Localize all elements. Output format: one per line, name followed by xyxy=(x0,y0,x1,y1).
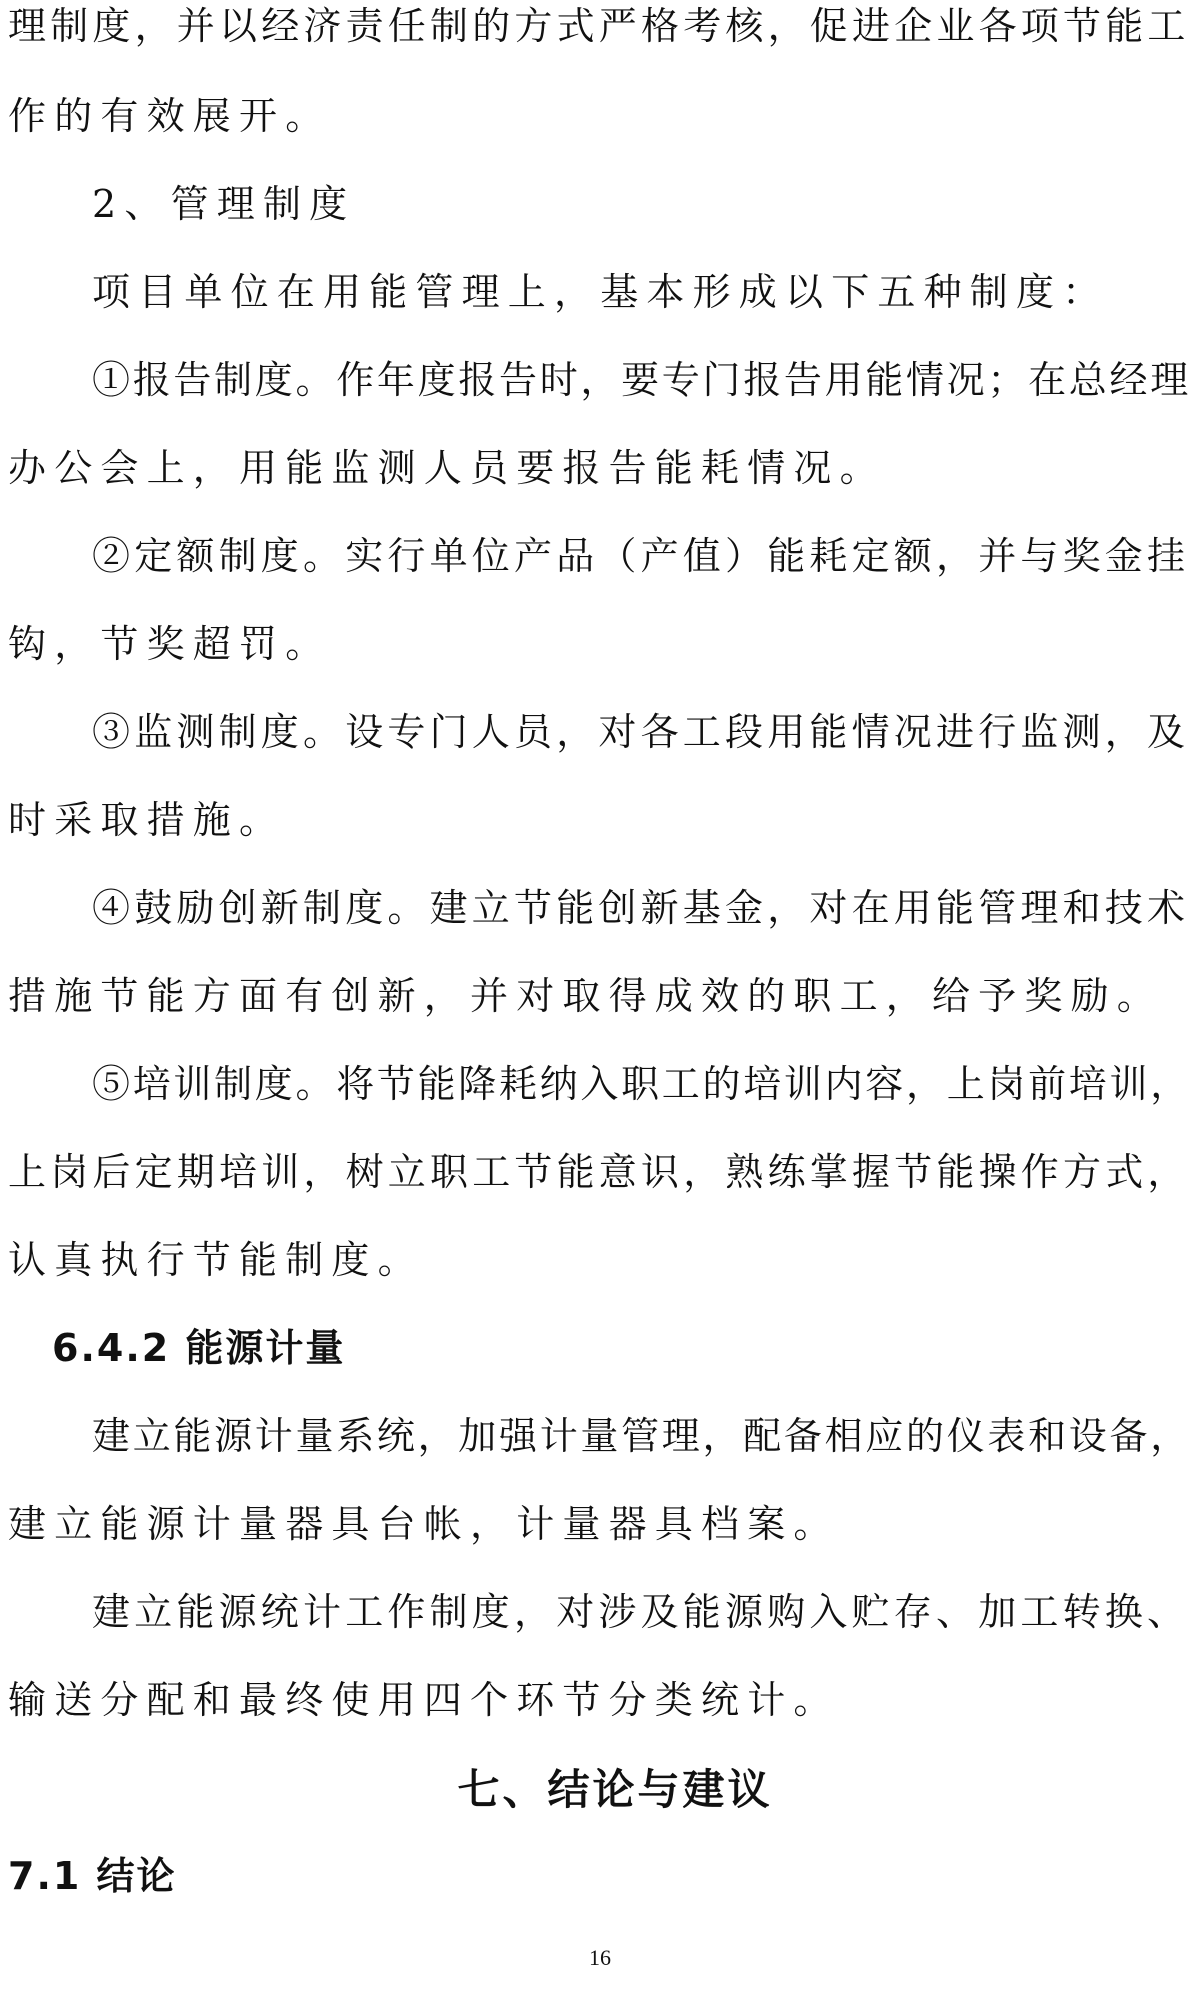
paragraph-line: 措施节能方面有创新，并对取得成效的职工，给予奖励。 xyxy=(8,974,1164,1018)
chapter-heading: 七、结论与建议 xyxy=(457,1765,773,1814)
paragraph-line: ⑤培训制度。将节能降耗纳入职工的培训内容，上岗前培训， xyxy=(92,1062,1191,1106)
paragraph-line: 建立能源计量系统，加强计量管理，配备相应的仪表和设备， xyxy=(92,1414,1191,1458)
section-heading-7-1: 7.1 结论 xyxy=(8,1854,177,1898)
paragraph-line: 作的有效展开。 xyxy=(8,94,332,138)
paragraph-line: 输送分配和最终使用四个环节分类统计。 xyxy=(8,1678,840,1722)
paragraph-line: 认真执行节能制度。 xyxy=(8,1238,424,1282)
paragraph-line: ④鼓励创新制度。建立节能创新基金，对在用能管理和技术 xyxy=(92,886,1190,930)
paragraph-line: 理制度，并以经济责任制的方式严格考核，促进企业各项节能工 xyxy=(8,4,1190,48)
subheading-management-system: 2、管理制度 xyxy=(92,182,356,226)
paragraph-line: ①报告制度。作年度报告时，要专门报告用能情况；在总经理 xyxy=(92,358,1191,402)
paragraph-line: ②定额制度。实行单位产品（产值）能耗定额，并与奖金挂 xyxy=(92,534,1190,578)
paragraph-line: 项目单位在用能管理上，基本形成以下五种制度： xyxy=(92,270,1109,314)
paragraph-line: 钩，节奖超罚。 xyxy=(8,622,332,666)
paragraph-line: ③监测制度。设专门人员，对各工段用能情况进行监测，及 xyxy=(92,710,1190,754)
paragraph-line: 建立能源统计工作制度，对涉及能源购入贮存、加工转换、 xyxy=(92,1590,1190,1634)
page-number: 16 xyxy=(589,1945,611,1970)
paragraph-line: 时采取措施。 xyxy=(8,798,286,842)
paragraph-line: 建立能源计量器具台帐，计量器具档案。 xyxy=(8,1502,840,1546)
section-heading-6-4-2: 6.4.2 能源计量 xyxy=(52,1326,346,1370)
paragraph-line: 办公会上，用能监测人员要报告能耗情况。 xyxy=(8,446,886,490)
paragraph-line: 上岗后定期培训，树立职工节能意识，熟练掌握节能操作方式， xyxy=(8,1150,1190,1194)
